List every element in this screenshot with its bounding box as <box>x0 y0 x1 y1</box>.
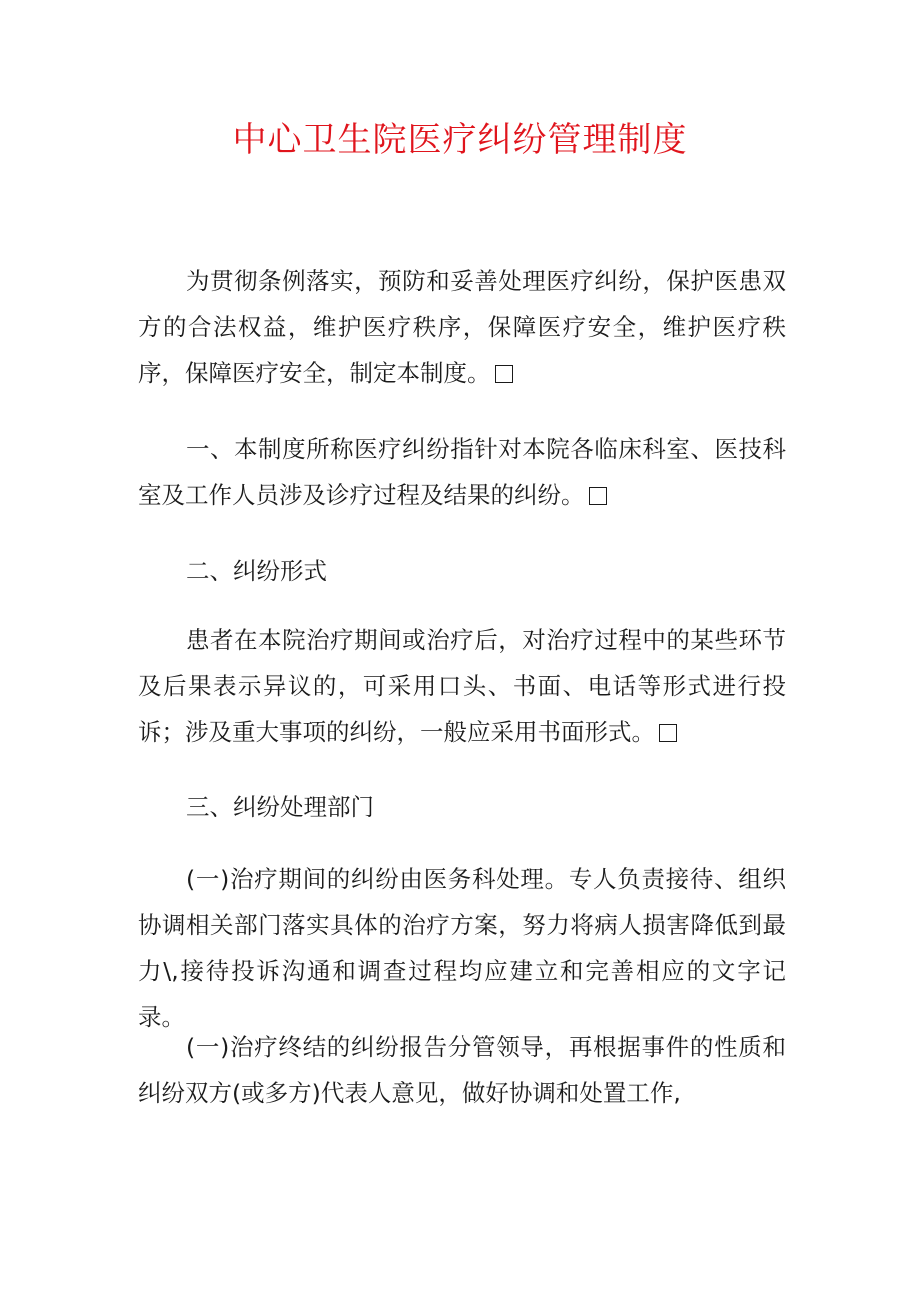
paragraph-preamble <box>138 258 786 396</box>
placeholder-box-icon <box>589 487 607 505</box>
paragraph-article-1 <box>138 426 786 518</box>
document-title: 中心卫生院医疗纠纷管理制度 <box>232 120 688 160</box>
paragraph-text: (一)治疗期间的纠纷由医务科处理。专人负责接待、组织协调相关部门落实具体的治疗方案，努力将病人损害降低到最力\,接待投诉沟通和调查过程均应建立和完善相应的文字记录。 <box>138 865 786 1031</box>
paragraph-text: 三、纠纷处理部门 <box>186 793 374 821</box>
paragraph-text: (一)治疗终结的纠纷报告分管领导，再根据事件的性质和纠纷双方(或多方)代表人意见，做好协调和处置工作, <box>138 1033 786 1107</box>
paragraph-dispute-forms <box>138 617 786 755</box>
paragraph-text: 二、纠纷形式 <box>186 557 327 585</box>
paragraph-text: 患者在本院治疗期间或治疗后，对治疗过程中的某些环节及后果表示异议的，可采用口头、书面、电话等形式进行投诉；涉及重大事项的纠纷，一般应采用书面形式。 <box>138 626 786 746</box>
paragraph-text: 一、本制度所称医疗纠纷指针对本院各临床科室、医技科室及工作人员涉及诊疗过程及结果的纠纷。 <box>138 435 786 509</box>
section-heading-3 <box>138 784 786 830</box>
paragraph-text: 为贯彻条例落实，预防和妥善处理医疗纠纷，保护医患双方的合法权益，维护医疗秩序，保障医疗安全，维护医疗秩序，保障医疗安全，制定本制度。 <box>138 267 786 387</box>
paragraph-clause-1 <box>138 856 786 1040</box>
placeholder-box-icon <box>495 365 513 383</box>
placeholder-box-icon <box>659 724 677 742</box>
paragraph-clause-2 <box>138 1024 786 1116</box>
section-heading-2 <box>138 548 786 594</box>
